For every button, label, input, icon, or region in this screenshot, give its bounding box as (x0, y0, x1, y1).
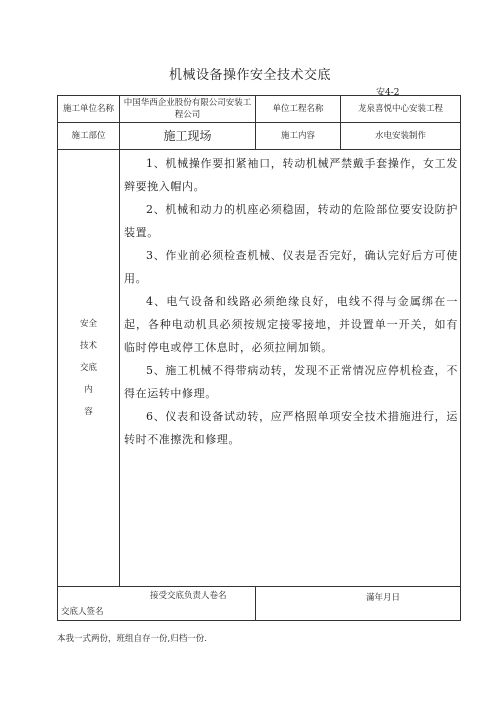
section-label-line: 技术 (79, 341, 97, 351)
list-item: 5、施工机械不得带病动转，发现不正常情况应停机检查，不得在运转中修理。 (124, 364, 458, 400)
table-row (58, 96, 461, 123)
unit-label: 施工单位名称 (58, 96, 120, 123)
list-item: 3、作业前必须检查机械、仪表是否完好，确认完好后方可使用。 (124, 249, 458, 285)
content-value: 水电安装制作 (341, 123, 461, 150)
table-row (58, 123, 461, 150)
table-row (58, 587, 461, 621)
section-label-cell (58, 150, 120, 587)
part-label: 施工部位 (58, 123, 120, 150)
disclosure-content (120, 150, 461, 587)
date-label: 滿年月日 (366, 593, 401, 603)
form-code: 安4-2 (376, 88, 400, 98)
project-label: 单位工程名称 (256, 96, 341, 123)
content-label: 施工内容 (256, 123, 341, 150)
footer-note: 本我一式两份，班组自存一份,归档一份. (57, 634, 207, 644)
list-item: 2、机械和动力的机座必须稳固，转动的危险部位要安设防护装置。 (124, 203, 458, 239)
giver-signature-label: 交底人签名 (61, 607, 104, 617)
project-value: 龙泉喜悦中心安装工程 (341, 96, 461, 123)
section-label (61, 318, 116, 418)
table-row (58, 150, 461, 587)
list-item: 6、仪表和设备试动转，应严格照单项安全技术措施进行，运转时不准擦洗和修理。 (124, 410, 458, 446)
disclosure-form-table (57, 95, 461, 621)
signature-cell-right (256, 587, 461, 621)
signature-cell-left (58, 587, 256, 621)
part-value: 施工现场 (120, 123, 256, 150)
list-item: 1、机械操作要扣紧袖口，转动机械严禁戴手套操作，女工发辫要挽入帽内。 (124, 157, 458, 193)
section-label-line: 交底 (79, 363, 97, 373)
document-title: 机械设备操作安全技术交底 (168, 68, 331, 83)
section-label-line: 安全 (79, 319, 97, 329)
unit-value: 中国华西企业股份有限公司安装工程公司 (120, 96, 256, 123)
section-label-line: 容 (84, 407, 93, 417)
section-label-line: 内 (84, 385, 93, 395)
list-item: 4、电气设备和线路必须绝缘良好，电线不得与金属绑在一起，各种电动机具必须按规定接零接地，并设置单一开关，如有临时停电或停工休息时，必须拉闸加锁。 (124, 295, 458, 354)
receiver-signature-label: 接受交底负责人卷名 (150, 591, 227, 601)
